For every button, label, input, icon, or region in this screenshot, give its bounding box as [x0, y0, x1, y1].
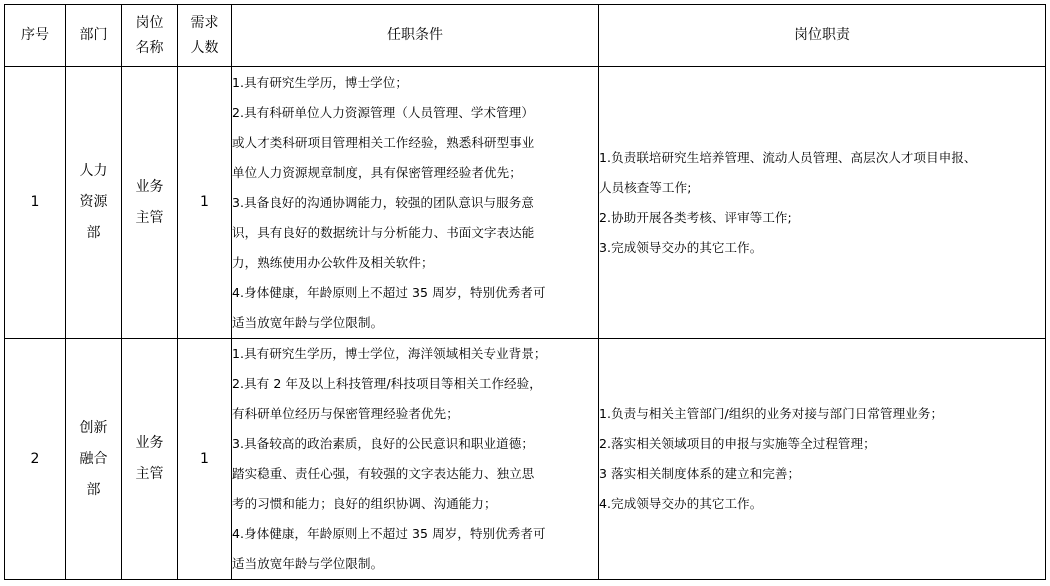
- header-duties: 岗位职责: [599, 5, 1046, 67]
- requirement-line: 1.具有研究生学历，博士学位，海洋领域相关专业背景；: [232, 346, 547, 361]
- header-need-line2: 人数: [190, 39, 219, 56]
- requirement-line: 2.具有 2 年及以上科技管理/科技项目等相关工作经验，: [232, 376, 542, 391]
- row-dept: [66, 339, 122, 580]
- row-dept: [66, 67, 122, 339]
- row-post-line: 业务: [135, 435, 164, 451]
- requirement-line: 或人才类科研项目管理相关工作经验，熟悉科研型事业: [232, 134, 535, 150]
- row-post: [122, 339, 178, 580]
- row-dept-line: 部: [86, 225, 101, 241]
- duty-line: 1.负责联培研究生培养管理、流动人员管理、高层次人才项目申报、: [599, 149, 977, 165]
- duty-line: 4.完成领导交办的其它工作。: [599, 496, 763, 511]
- header-seq: 序号: [5, 5, 66, 67]
- row-dept-line: 资源: [79, 194, 108, 210]
- row-post-line: 主管: [135, 209, 164, 226]
- requirement-line: 2.具有科研单位人力资源管理（人员管理、学术管理）: [232, 104, 534, 120]
- requirement-line: 踏实稳重、责任心强，有较强的文字表达能力、独立思: [232, 466, 535, 481]
- duty-line: 2.落实相关领域项目的申报与实施等全过程管理；: [599, 436, 876, 451]
- row-count: 1: [178, 339, 232, 580]
- header-post: [122, 5, 178, 67]
- table-row: [5, 67, 1046, 339]
- requirement-line: 力，熟练使用办公软件及相关软件；: [232, 254, 434, 270]
- row-requirements: [232, 67, 599, 339]
- duty-line: 1.负责与相关主管部门/组织的业务对接与部门日常管理业务；: [599, 406, 944, 421]
- duty-line: 3 落实相关制度体系的建立和完善；: [599, 466, 801, 481]
- requirement-line: 3.具备良好的沟通协调能力，较强的团队意识与服务意: [232, 194, 534, 210]
- requirement-line: 单位人力资源规章制度，具有保密管理经验者优先；: [232, 164, 522, 180]
- table-row: [5, 339, 1046, 580]
- header-post-line1: 岗位: [135, 14, 164, 31]
- requirement-line: 3.具备较高的政治素质，良好的公民意识和职业道德；: [232, 436, 534, 451]
- requirement-line: 4.身体健康，年龄原则上不超过 35 周岁，特别优秀者可: [232, 284, 546, 300]
- row-post-line: 业务: [135, 178, 164, 195]
- requirement-line: 考的习惯和能力；良好的组织协调、沟通能力；: [232, 496, 497, 511]
- requirement-line: 有科研单位经历与保密管理经验者优先；: [232, 406, 459, 421]
- row-dept-line: 人力: [79, 163, 108, 179]
- row-duties: [599, 339, 1046, 580]
- header-need: [178, 5, 232, 67]
- duty-line: 人员核查等工作;: [599, 179, 692, 195]
- header-need-line1: 需求: [190, 14, 219, 31]
- table-header-row: [5, 5, 1046, 67]
- row-post: [122, 67, 178, 339]
- requirement-line: 适当放宽年龄与学位限制。: [232, 556, 384, 571]
- row-requirements: [232, 339, 599, 580]
- requirement-line: 适当放宽年龄与学位限制。: [232, 314, 384, 330]
- requirement-line: 1.具有研究生学历，博士学位；: [232, 74, 408, 90]
- duty-line: 2.协助开展各类考核、评审等工作;: [599, 209, 792, 225]
- requirement-line: 识，具有良好的数据统计与分析能力、书面文字表达能: [232, 224, 535, 240]
- header-dept: 部门: [66, 5, 122, 67]
- header-requirements: 任职条件: [232, 5, 599, 67]
- row-dept-line: 融合: [79, 450, 108, 467]
- row-dept-line: 创新: [79, 419, 108, 436]
- header-post-line2: 名称: [135, 39, 164, 56]
- row-seq: 2: [5, 339, 66, 580]
- row-post-line: 主管: [135, 466, 164, 482]
- row-duties: [599, 67, 1046, 339]
- requirement-line: 4.身体健康，年龄原则上不超过 35 周岁，特别优秀者可: [232, 526, 546, 541]
- recruitment-table: [4, 4, 1046, 580]
- row-count: 1: [178, 67, 232, 339]
- row-seq: 1: [5, 67, 66, 339]
- duty-line: 3.完成领导交办的其它工作。: [599, 239, 763, 255]
- row-dept-line: 部: [86, 481, 101, 498]
